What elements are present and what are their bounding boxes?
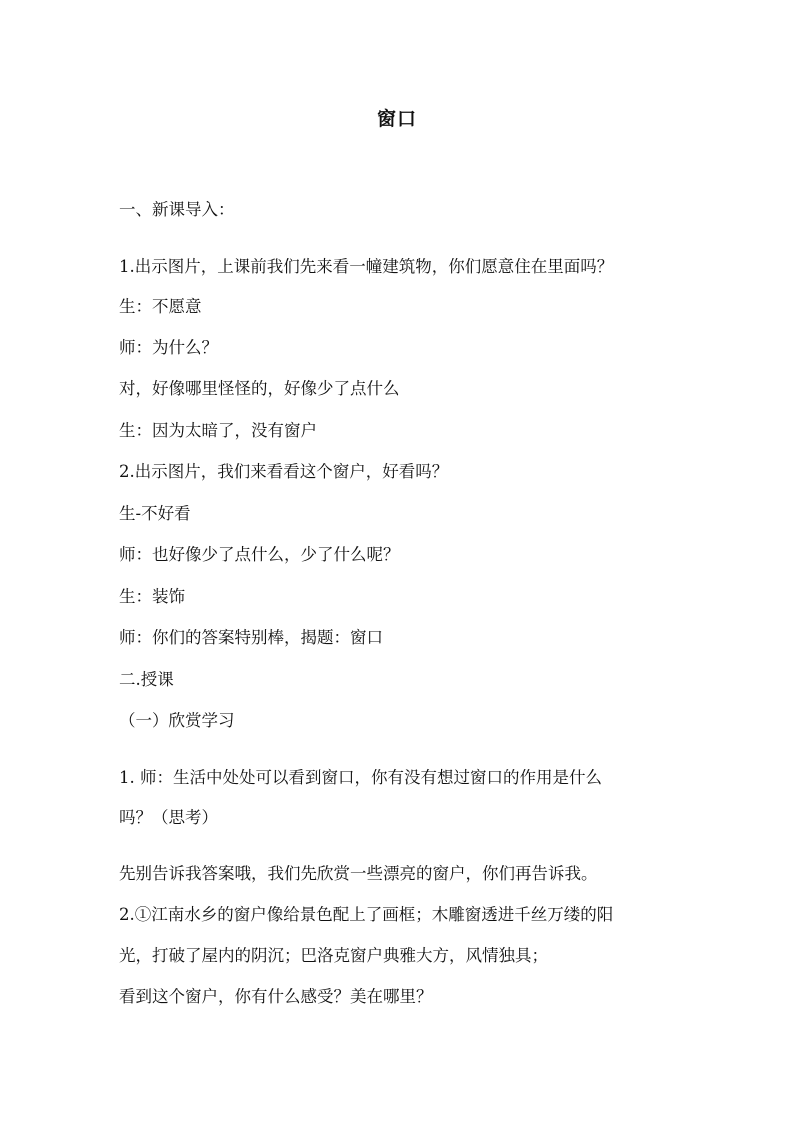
paragraph-line: 生-不好看 [119, 504, 191, 523]
paragraph-line: 师：也好像少了点什么，少了什么呢？ [119, 545, 400, 564]
paragraph-line: 2.①江南水乡的窗户像给景色配上了画框；木雕窗透进千丝万缕的阳 [119, 905, 614, 924]
subsection-heading: （一）欣赏学习 [119, 711, 235, 730]
section-heading-lesson: 二.授课 [119, 670, 174, 689]
document-title: 窗口 [376, 108, 417, 130]
paragraph-line: 先别告诉我答案哦，我们先欣赏一些漂亮的窗户，你们再告诉我。 [119, 864, 598, 883]
paragraph-line: 生：装饰 [119, 587, 185, 606]
paragraph-line: 师：为什么？ [119, 338, 218, 357]
paragraph-line: 生：不愿意 [119, 297, 202, 316]
paragraph-line: 师：你们的答案特别棒，揭题：窗口 [119, 628, 383, 647]
paragraph-line: 2.出示图片，我们来看看这个窗户，好看吗？ [119, 462, 449, 481]
paragraph-line: 生：因为太暗了，没有窗户 [119, 421, 317, 440]
section-heading-intro: 一、新课导入： [119, 200, 235, 219]
paragraph-line: 吗？（思考） [119, 808, 218, 827]
paragraph-line: 1. 师：生活中处处可以看到窗口，你有没有想过窗口的作用是什么 [119, 768, 602, 787]
paragraph-line: 看到这个窗户，你有什么感受？美在哪里？ [119, 987, 433, 1006]
paragraph-line: 对，好像哪里怪怪的，好像少了点什么 [119, 379, 400, 398]
paragraph-line: 光，打破了屋内的阴沉；巴洛克窗户典雅大方，风情独具； [119, 946, 548, 965]
paragraph-line: 1.出示图片，上课前我们先来看一幢建筑物，你们愿意住在里面吗？ [119, 257, 614, 276]
